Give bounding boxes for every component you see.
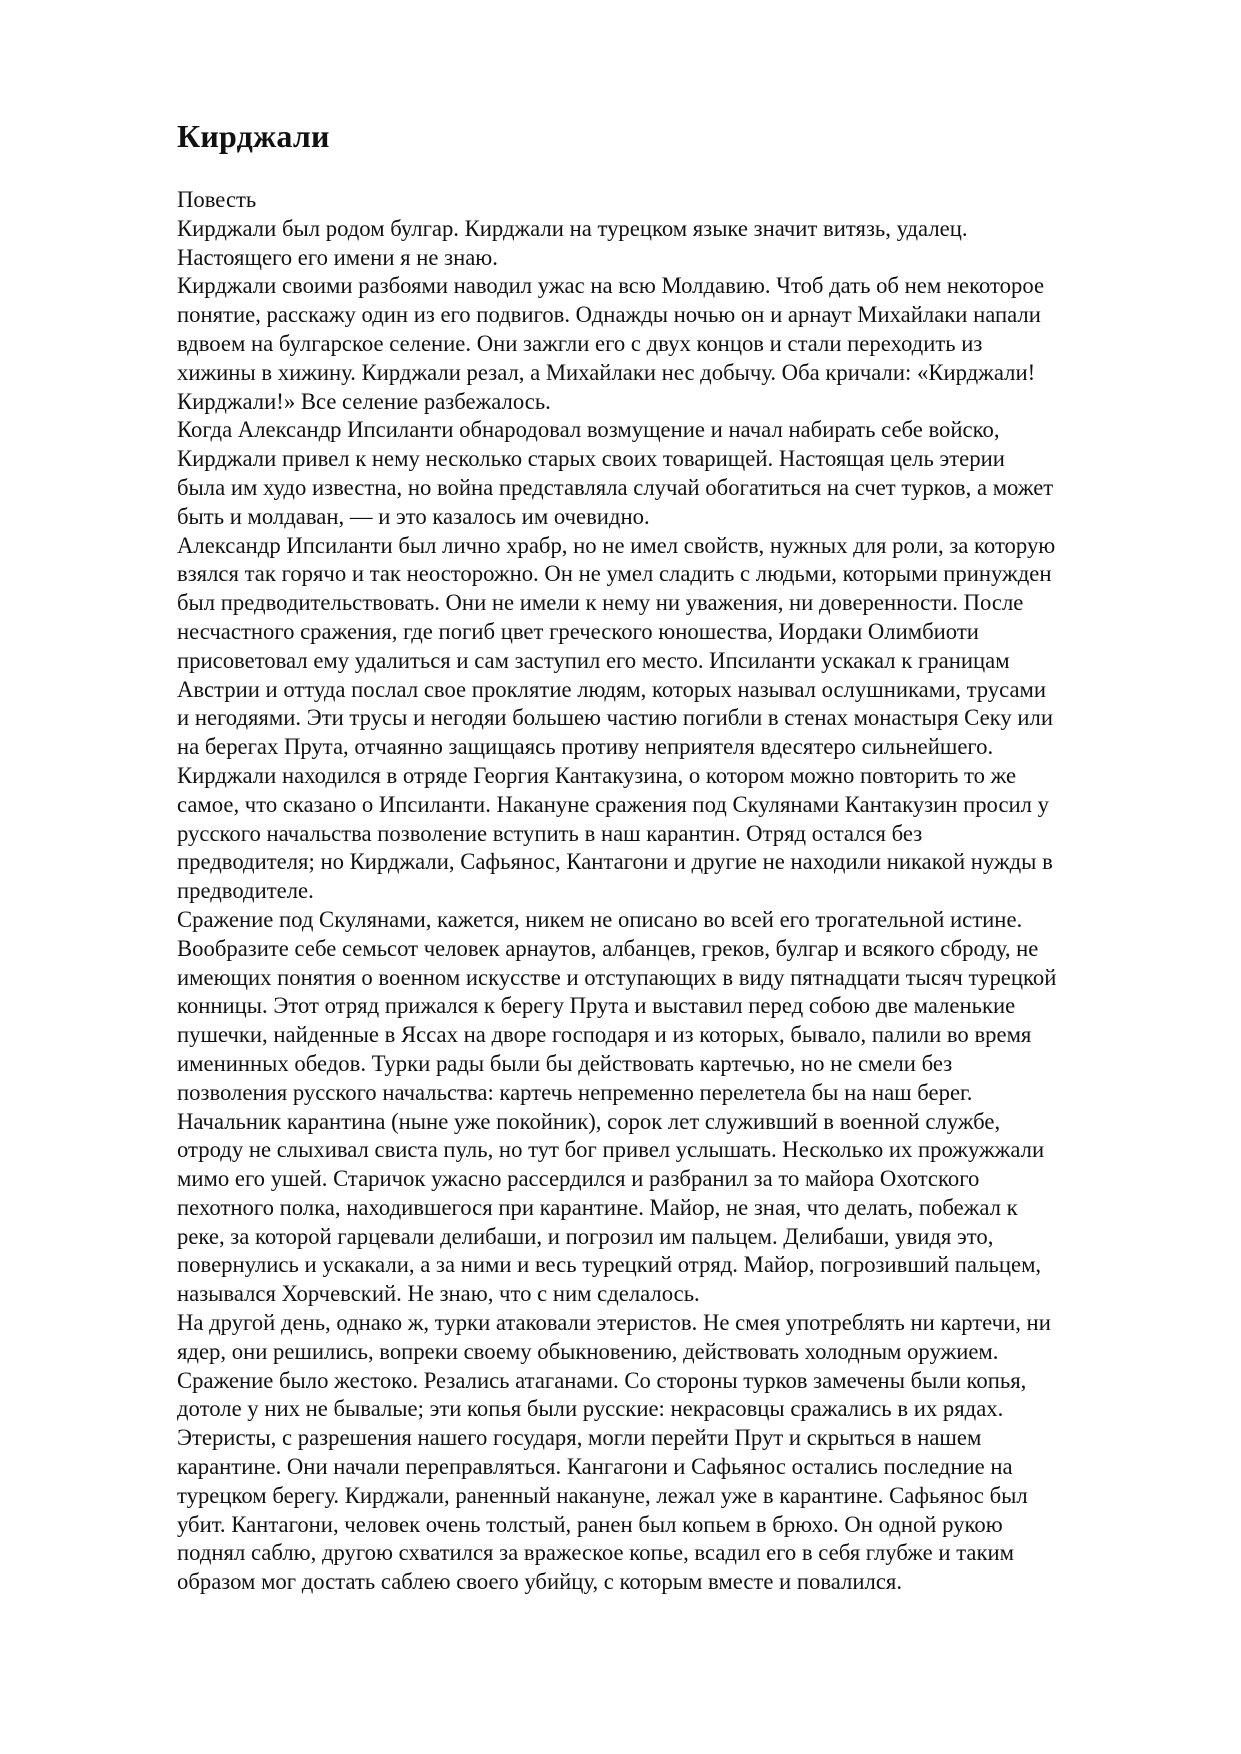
document-page <box>177 116 1177 1597</box>
paragraph: Кирджали находился в отряде Георгия Кантакузина, о котором можно повторить то же самое, что сказано о Ипсиланти. Накануне сражения под Скулянами Кантакузин просил у русского начальства позволение вступить в наш карантин. Отряд остался без предводителя; но Кирджали, Сафьянос, Кантагони и другие не находили никакой нужды в предводителе. <box>177 762 1053 904</box>
subtitle: Повесть <box>177 187 257 212</box>
paragraph: Сражение под Скулянами, кажется, никем не описано во всей его трогательной истине. Вообразите себе семьсот человек арнаутов, албанцев, греков, булгар и всякого сброду, не имеющих понятия о военном искусстве и отступающих в виду пятнадцати тысяч турецкой конницы. Этот отряд прижался к берегу Прута и выставил перед собою две маленькие пушечки, найденные в Яссах на дворе господаря и из которых, бывало, палили во время именинных обедов. Турки рады были бы действовать картечью, но не смели без позволения русского начальства: картечь непременно перелетела бы на наш берег. Начальник карантина (ныне уже покойник), сорок лет служивший в военной службе, отроду не слыхивал свиста пуль, но тут бог привел услышать. Несколько их прожужжали мимо его ушей. Старичок ужасно рассердился и разбранил за то майора Охотского пехотного полка, находившегося при карантине. Майор, не зная, что делать, побежал к реке, за которой гарцевали делибаши, и погрозил им пальцем. Делибаши, увидя это, повернулись и ускакали, а за ними и весь турецкий отряд. Майор, погрозивший пальцем, назывался Хорчевский. Не знаю, что с ним сделалось. <box>177 906 1057 1307</box>
paragraph: Кирджали был родом булгар. Кирджали на турецком языке значит витязь, удалец. Настоящего его имени я не знаю. <box>177 215 968 270</box>
paragraph: На другой день, однако ж, турки атаковали этеристов. Не смея употреблять ни картечи, ни ядер, они решились, вопреки своему обыкновению, действовать холодным оружием. Сражение было жестоко. Резались атаганами. Со стороны турков замечены были копья, дотоле у них не бывалые; эти копья были русские: некрасовцы сражались в их рядах. Этеристы, с разрешения нашего государя, могли перейти Прут и скрыться в нашем карантине. Они начали переправляться. Кангагони и Сафьянос остались последние на турецком берегу. Кирджали, раненный накануне, лежал уже в карантине. Сафьянос был убит. Кантагони, человек очень толстый, ранен был копьем в брюхо. Он одной рукою поднял саблю, другою схватился за вражеское копье, всадил его в себя глубже и таким образом мог достать саблею своего убийцу, с которым вместе и повалился. <box>177 1310 1051 1595</box>
document-title: Кирджали <box>177 118 330 154</box>
paragraph: Когда Александр Ипсиланти обнародовал возмущение и начал набирать себе войско, Кирджали привел к нему несколько старых своих товарищей. Настоящая цель этерии была им худо известна, но война представляла случай обогатиться на счет турков, а может быть и молдаван, — и это казалось им очевидно. <box>177 417 1054 529</box>
paragraph: Александр Ипсиланти был лично храбр, но не имел свойств, нужных для роли, за которую взялся так горячо и так неосторожно. Он не умел сладить с людьми, которыми принужден был предводительствовать. Они не имели к нему ни уважения, ни доверенности. После несчастного сражения, где погиб цвет греческого юношества, Иордаки Олимбиоти присоветовал ему удалиться и сам заступил его место. Ипсиланти ускакал к границам Австрии и оттуда послал свое проклятие людям, которых называл ослушниками, трусами и негодяями. Эти трусы и негодяи большею частию погибли в стенах монастыря Секу или на берегах Прута, отчаянно защищаясь противу неприятеля вдесятеро сильнейшего. <box>177 532 1056 760</box>
paragraph: Кирджали своими разбоями наводил ужас на всю Молдавию. Чтоб дать об нем некоторое понятие, расскажу один из его подвигов. Однажды ночью он и арнаут Михайлаки напали вдвоем на булгарское селение. Они зажгли его с двух концов и стали переходить из хижины в хижину. Кирджали резал, а Михайлаки нес добычу. Оба кричали: «Кирджали! Кирджали!» Все селение разбежалось. <box>177 273 1045 414</box>
